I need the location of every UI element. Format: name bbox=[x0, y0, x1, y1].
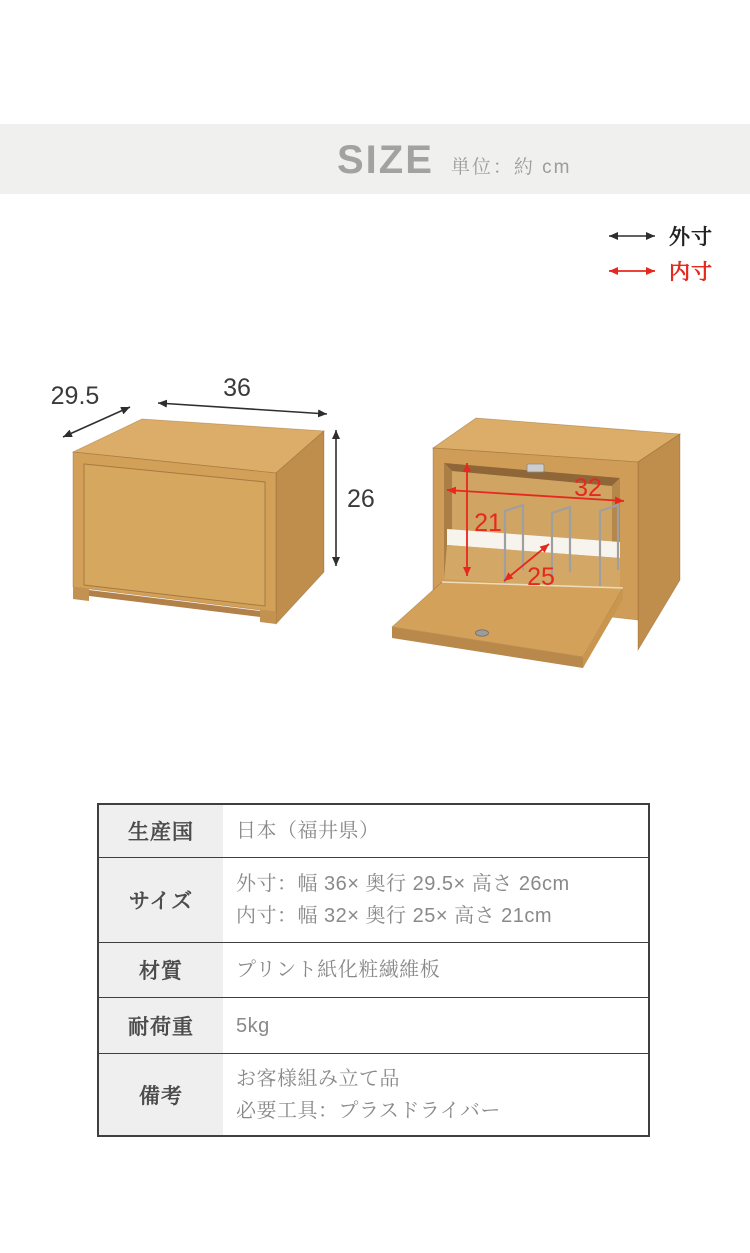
row-value-line: プリント紙化粧繊維板 bbox=[236, 959, 441, 981]
row-value-load-capacity bbox=[223, 998, 648, 1053]
row-header-origin: 生産国 bbox=[99, 805, 223, 857]
inner-depth-dimension-label: 25 bbox=[527, 563, 555, 591]
row-header-size: サイズ bbox=[99, 858, 223, 942]
row-header-load-capacity: 耐荷重 bbox=[99, 998, 223, 1053]
latch-icon bbox=[476, 630, 489, 636]
closed-box-right-leg bbox=[260, 610, 276, 624]
open-box-side-face bbox=[638, 434, 680, 650]
hinge-icon bbox=[527, 464, 544, 472]
closed-box-illustration bbox=[73, 419, 324, 624]
row-value-line: 外寸：幅 36× 奥行 29.5× 高さ 26cm bbox=[236, 873, 570, 895]
dimension-legend bbox=[605, 221, 713, 286]
legend-row-outer bbox=[605, 221, 713, 251]
row-value-notes bbox=[223, 1054, 648, 1135]
width-arrow bbox=[158, 403, 327, 414]
size-banner bbox=[0, 124, 750, 194]
closed-box-flap-panel bbox=[84, 464, 265, 606]
inner-width-dimension-label: 32 bbox=[574, 474, 602, 502]
row-value-line: 日本（福井県） bbox=[236, 820, 380, 842]
table-row-size bbox=[99, 857, 648, 942]
size-unit-label: 単位：約 cm bbox=[450, 157, 572, 178]
table-row-material bbox=[99, 942, 648, 997]
size-diagram bbox=[0, 360, 750, 690]
row-value-material bbox=[223, 943, 648, 997]
row-value-size bbox=[223, 858, 648, 942]
double-arrow-red-icon bbox=[605, 265, 659, 277]
closed-box-left-leg bbox=[73, 587, 89, 601]
spec-table bbox=[97, 803, 650, 1137]
row-header-material: 材質 bbox=[99, 943, 223, 997]
table-row-origin bbox=[99, 805, 648, 857]
width-dimension-label: 36 bbox=[223, 374, 251, 402]
depth-dimension-label: 29.5 bbox=[50, 382, 100, 410]
legend-row-inner bbox=[605, 256, 713, 286]
size-banner-inner bbox=[337, 140, 572, 180]
table-row-load-capacity bbox=[99, 997, 648, 1053]
height-dimension-label: 26 bbox=[347, 485, 375, 513]
open-box-illustration bbox=[392, 418, 680, 668]
row-value-line: 5kg bbox=[236, 1014, 270, 1037]
inner-height-dimension-label: 21 bbox=[474, 509, 502, 537]
table-row-notes bbox=[99, 1053, 648, 1135]
legend-outer-label: 外寸 bbox=[669, 226, 713, 249]
row-value-line: お客様組み立て品 bbox=[236, 1067, 400, 1090]
row-value-origin bbox=[223, 805, 648, 857]
row-value-line: 必要工具：プラスドライバー bbox=[236, 1099, 501, 1122]
legend-inner-label: 内寸 bbox=[669, 261, 713, 284]
row-header-notes: 備考 bbox=[99, 1054, 223, 1135]
double-arrow-black-icon bbox=[605, 230, 659, 242]
row-value-line: 内寸：幅 32× 奥行 25× 高さ 21cm bbox=[236, 905, 553, 927]
size-title: SIZE bbox=[337, 138, 434, 182]
